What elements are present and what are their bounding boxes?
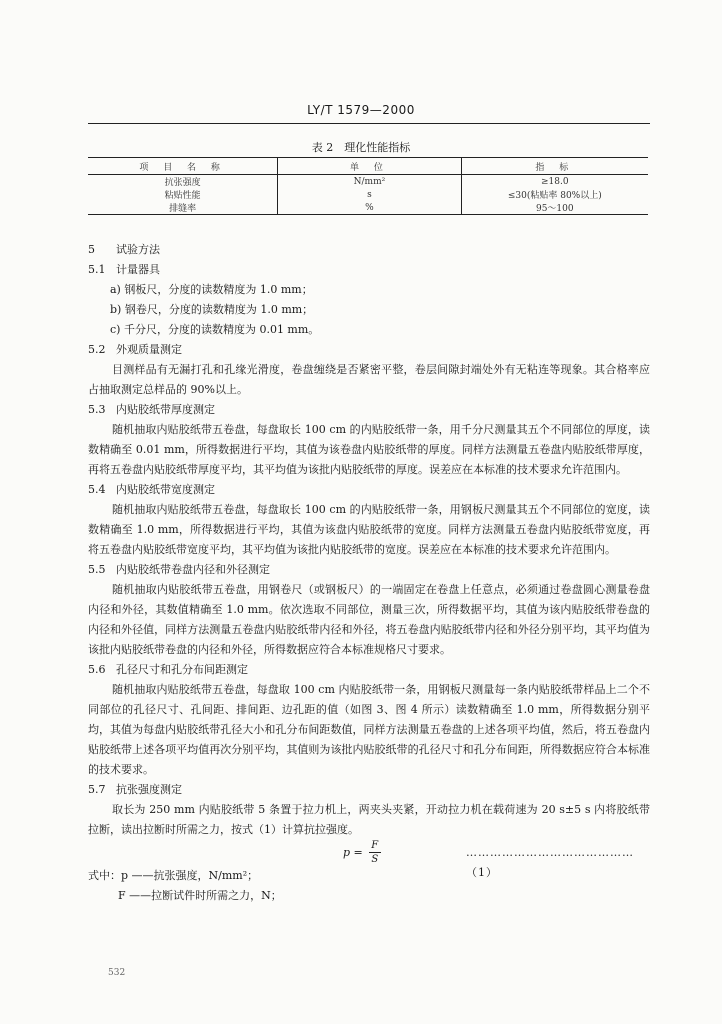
paragraph: 目测样品有无漏打孔和孔缘光滑度，卷盘缠绕是否紧密平整，卷层间隙封端处外有无粘连等现象。其合格率应占抽取测定总样品的 90%以上。 xyxy=(88,363,650,396)
table-header-cell: 指 标 xyxy=(535,162,575,173)
table-header-cell: 项 目 名 称 xyxy=(139,162,226,173)
section-title: 内贴胶纸带卷盘内径和外径测定 xyxy=(116,563,270,576)
section-number: 5.7 xyxy=(88,783,106,796)
section-heading xyxy=(88,660,650,680)
document-body xyxy=(88,240,650,906)
fraction-bar xyxy=(369,852,381,853)
table-cell: ≤30(粘贴率 80%以上) xyxy=(507,191,602,201)
formula-lhs: p = xyxy=(343,845,363,859)
table-row xyxy=(88,175,648,189)
table-row xyxy=(88,188,648,201)
table-cell: 排缝率 xyxy=(169,204,197,214)
table-cell: N/mm² xyxy=(278,175,461,189)
spec-table xyxy=(88,157,648,215)
paragraph: 取长为 250 mm 内贴胶纸带 5 条置于拉力机上，两夹头夹紧，开动拉力机在载荷速为 20 s±5 s 内将胶纸带拉断，读出拉断时所需之力，按式（1）计算抗拉强度。 xyxy=(88,803,650,836)
where-p: p ——抗张强度，N/mm²； xyxy=(121,869,259,882)
list-item: b) 钢卷尺，分度的读数精度为 1.0 mm； xyxy=(110,303,314,316)
table-row xyxy=(88,201,648,215)
table-header-cell: 单 位 xyxy=(278,158,461,175)
section-heading xyxy=(88,400,650,420)
section-number: 5.4 xyxy=(88,483,106,496)
section-heading xyxy=(88,340,650,360)
formula-number: ……………………………………（1） xyxy=(466,846,634,879)
paragraph: 随机抽取内贴胶纸带五卷盘，每盘取 100 cm 内贴胶纸带一条，用钢板尺测量每一条内贴胶纸带样品上二个不同部位的孔径尺寸、孔间距、排间距、边孔距的值（如图 3、图 4 所示）读数精确至 1.0 mm，所得数据分别平均，其值为每盘内贴胶纸带孔径大小和孔分布间距数值，同样方法测量五卷盘的上述各项平均值，然后，将五卷盘内贴胶纸带上述各项平均值再次分别平均，其值则为该批内贴胶纸带的孔径尺寸和孔分布间距，所得数据应符合本标准的技术要求。 xyxy=(88,683,650,776)
section-title: 试验方法 xyxy=(116,243,160,256)
section-heading xyxy=(88,560,650,580)
section-number: 5.3 xyxy=(88,403,106,416)
table-caption: 表 2 理化性能指标 xyxy=(311,141,411,154)
section-title: 计量器具 xyxy=(116,263,160,276)
section-number: 5.6 xyxy=(88,663,106,676)
paragraph: 随机抽取内贴胶纸带五卷盘，用钢卷尺（或钢板尺）的一端固定在卷盘上任意点，必须通过卷盘圆心测量卷盘内径和外径，其数值精确至 1.0 mm。依次选取不同部位，测量三次，所得数据平均，其值为该内贴胶纸带卷盘的内径和外径值，同样方法测量五卷盘内贴胶纸带内径和外径，将五卷盘内贴胶纸带内径和外径分别平均，其平均值为该批内贴胶纸带卷盘的内径和外径，所得数据应符合本标准规格尺寸要求。 xyxy=(88,583,650,656)
where-intro: 式中： xyxy=(88,869,121,882)
section-number: 5.2 xyxy=(88,343,106,356)
table-cell: % xyxy=(278,201,461,215)
list-item: a) 钢板尺，分度的读数精度为 1.0 mm； xyxy=(110,283,313,296)
section-number: 5 xyxy=(88,243,95,256)
table-cell: ≥18.0 xyxy=(541,176,569,187)
section-number: 5.1 xyxy=(88,263,106,276)
section-title: 抗张强度测定 xyxy=(116,783,182,796)
paragraph: 随机抽取内贴胶纸带五卷盘，每盘取长 100 cm 的内贴胶纸带一条，用钢板尺测量其五个不同部位的宽度，读数精确至 1.0 mm，所得数据进行平均，其值为该盘内贴胶纸带的宽度。同样方法测量五卷盘内贴胶纸带宽度，再将五卷盘内贴胶纸带宽度平均，其平均值为该批内贴胶纸带的宽度。误差应在本标准的技术要求允许范围内。 xyxy=(88,503,650,556)
formula-expression xyxy=(343,840,381,865)
page-number: 532 xyxy=(108,968,126,978)
paragraph: 随机抽取内贴胶纸带五卷盘，每盘取长 100 cm 的内贴胶纸带一条，用千分尺测量其五个不同部位的厚度，读数精确至 0.01 mm，所得数据进行平均，其值为该卷盘内贴胶纸带的厚度。同样方法测量五卷盘内贴胶纸带厚度，再将五卷盘内贴胶纸带厚度平均，其平均值为该批内贴胶纸带的厚度。误差应在本标准的技术要求允许范围内。 xyxy=(88,423,650,476)
section-title: 孔径尺寸和孔分布间距测定 xyxy=(116,663,248,676)
section-heading xyxy=(88,240,650,260)
header-rule xyxy=(88,123,650,124)
section-title: 内贴胶纸带宽度测定 xyxy=(116,483,215,496)
section-title: 外观质量测定 xyxy=(116,343,182,356)
table-cell: s xyxy=(278,188,461,201)
formula-numerator: F xyxy=(371,840,379,851)
table-header-row xyxy=(88,158,648,175)
standard-header: LY/T 1579—2000 xyxy=(307,103,415,117)
section-heading xyxy=(88,260,650,280)
where-F: F ——拉断试件时所需之力，N； xyxy=(118,889,282,902)
table-cell: 95～100 xyxy=(535,204,574,214)
formula-denominator: S xyxy=(371,854,379,865)
list-item: c) 千分尺，分度的读数精度为 0.01 mm。 xyxy=(110,323,320,336)
formula-fraction xyxy=(369,840,381,865)
section-heading xyxy=(88,480,650,500)
table-cell: 粘贴性能 xyxy=(164,191,201,201)
section-number: 5.5 xyxy=(88,563,106,576)
table-cell: 抗张强度 xyxy=(164,178,201,188)
section-title: 内贴胶纸带厚度测定 xyxy=(116,403,215,416)
section-heading xyxy=(88,780,650,800)
